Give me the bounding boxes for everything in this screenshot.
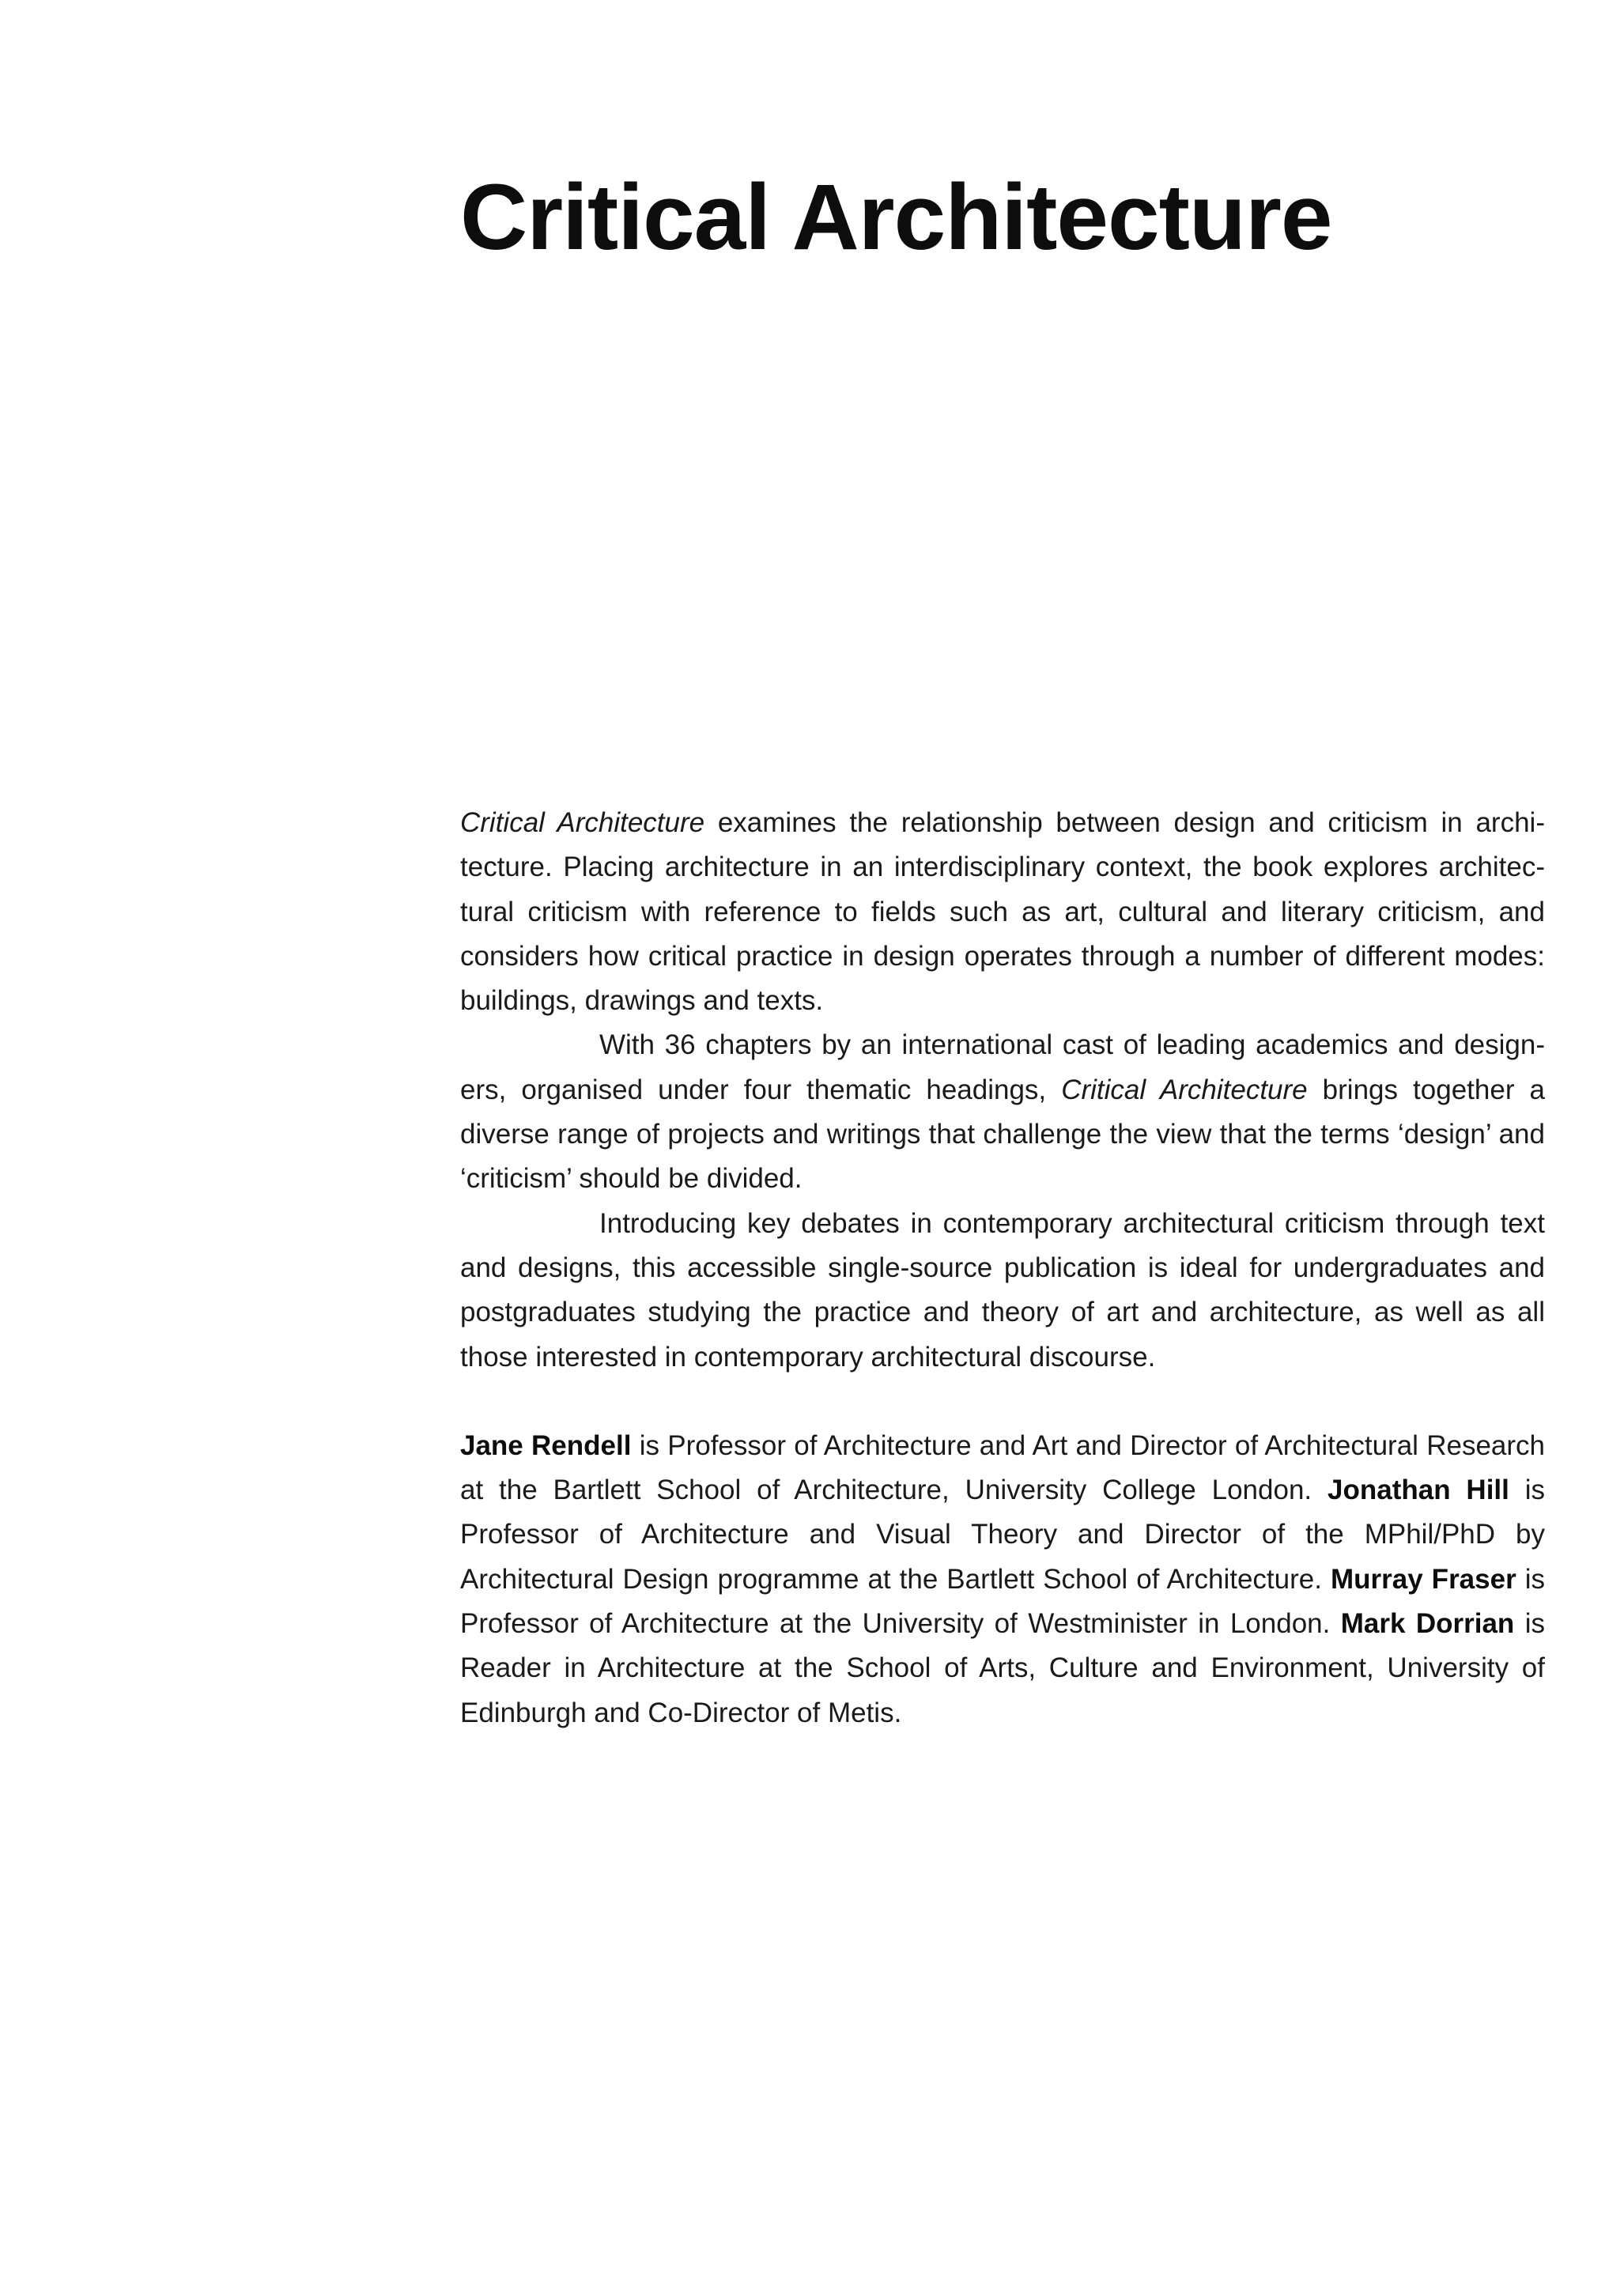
- description-paragraph-2: [460, 1023, 1545, 1201]
- description-paragraph-3: [460, 1202, 1545, 1380]
- author-bio-text: is Professor of Architecture and Visual Theory and Director of the MPhil/PhD by Architectural Design programme at the Bartlett School of Architecture.: [460, 1475, 1546, 1595]
- author-bio-text: is Professor of Architecture at the University of Westminister in London.: [460, 1563, 1545, 1640]
- description-paragraph-1: [460, 801, 1545, 1023]
- description-text: With 36 chapters by an international cast of leading academics and designers, organised under four thematic headings,: [460, 1029, 1545, 1105]
- author-bio-text: is Professor of Architecture and Art and Director of Architectural Research at the Bartlett School of Architecture, University College London.: [460, 1429, 1545, 1506]
- book-title-italic: Critical Architecture: [1061, 1074, 1308, 1105]
- author-name: Jane Rendell: [460, 1429, 632, 1461]
- author-bio-text: is Reader in Architecture at the School of Arts, Culture and Environment, University of Edinburgh and Co-Director of Metis.: [460, 1608, 1545, 1728]
- author-name: Jonathan Hill: [1328, 1475, 1509, 1506]
- author-name: Mark Dorrian: [1340, 1608, 1515, 1640]
- book-title-italic: Critical Architecture: [460, 807, 705, 838]
- author-name: Murray Fraser: [1330, 1563, 1516, 1595]
- page-title: Critical Architecture: [460, 165, 1332, 270]
- author-bios: [460, 1424, 1545, 1735]
- description-text: brings together a diverse range of projects and writings that challenge the view that the terms ‘design’ and ‘criticism’ should be divided.: [460, 1074, 1545, 1195]
- description-text: examines the relationship between design and criticism in architecture. Placing architecture in an interdisciplinary context, the book explores architectural criticism with reference to fields such as art, cultural and literary criticism, and considers how critical practice in design operates through a number of different modes: buildings, drawings and texts.: [460, 807, 1545, 1017]
- book-description: [460, 801, 1545, 1735]
- description-text: Introducing key debates in contemporary architectural criticism through text and designs, this accessible single-source publication is ideal for undergraduates and postgraduates studying the practice and theory of art and architecture, as well as all those interested in contemporary architectural discourse.: [460, 1207, 1545, 1373]
